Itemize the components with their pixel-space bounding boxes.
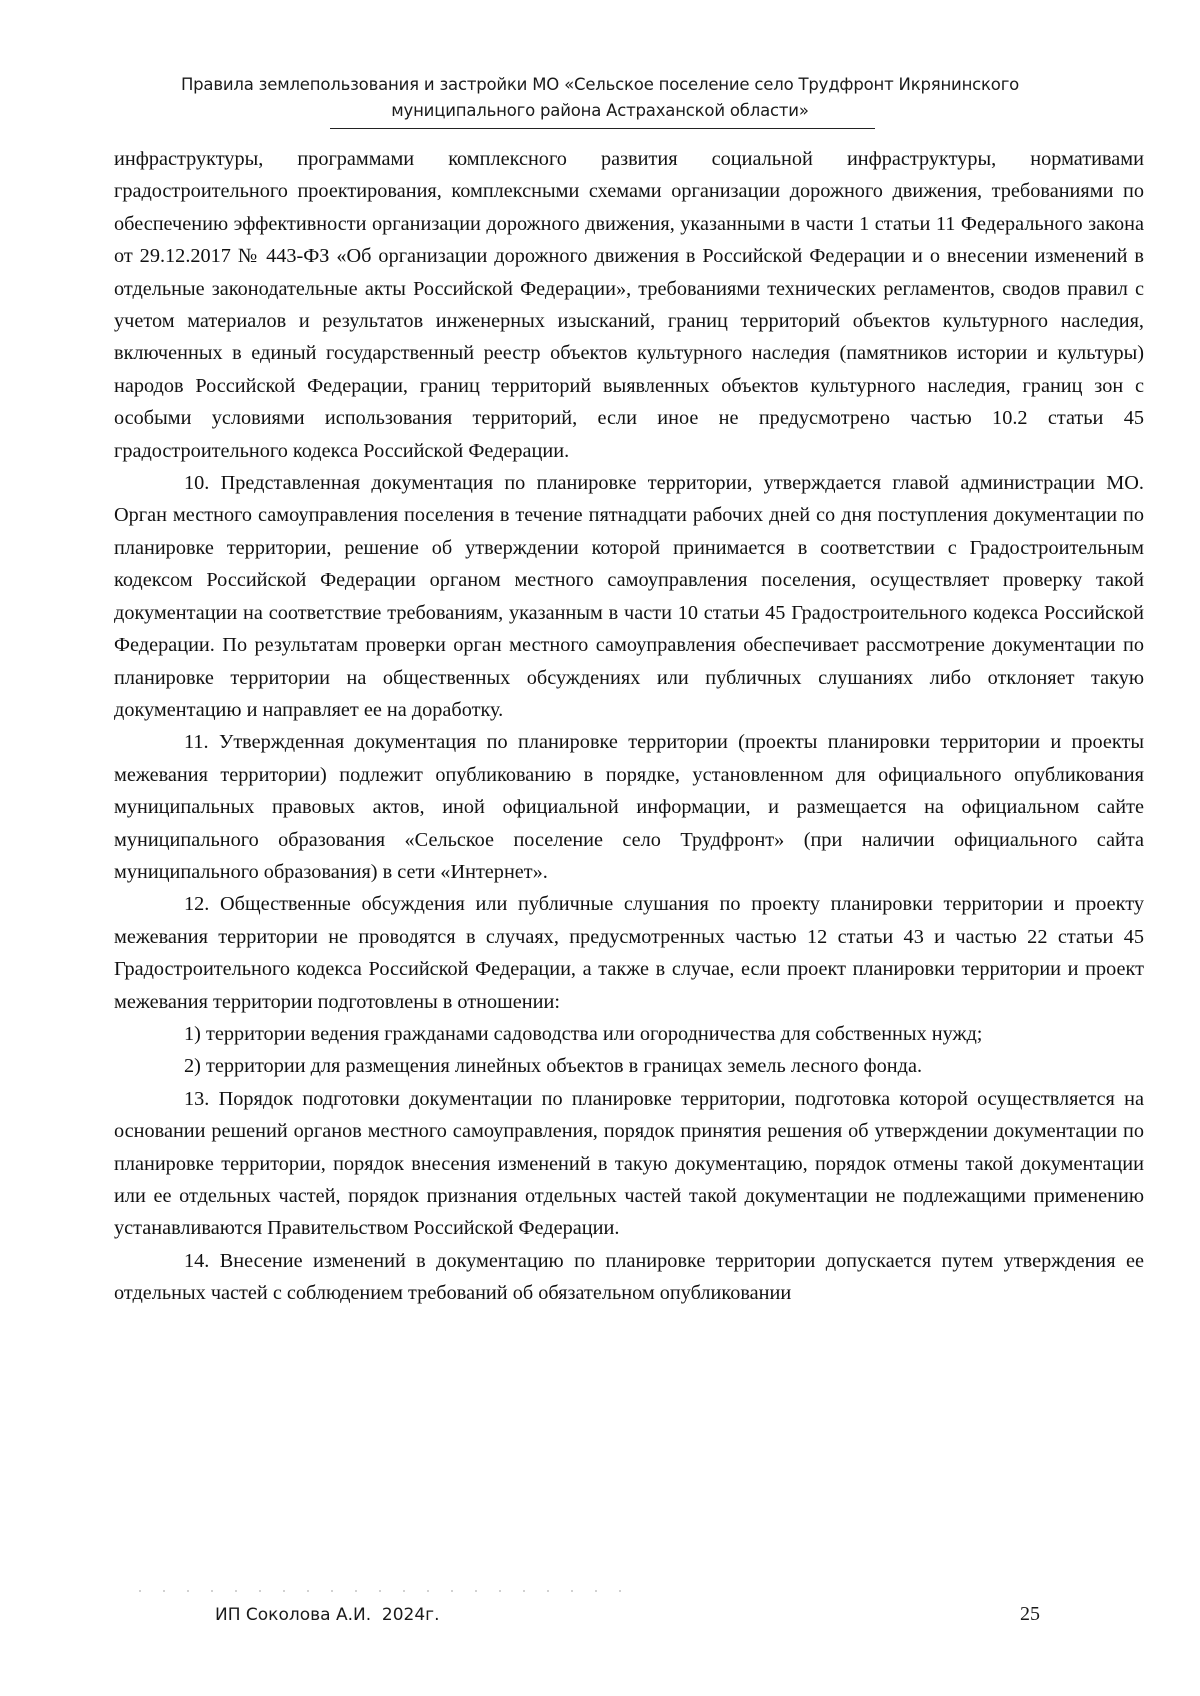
header-divider	[330, 128, 875, 129]
paragraph-continuation: инфраструктуры, программами комплексного развития социальной инфраструктуры, нормативами градостроительного проектирования, комплексными схемами организации дорожного движения, требованиями по обеспечению эффективности организации дорожного движения, указанными в части 1 статьи 11 Федерального закона от 29.12.2017 № 443-ФЗ «Об организации дорожного движения в Российской Федерации и о внесении изменений в отдельные законодательные акты Российской Федерации», требованиями технических регламентов, сводов правил с учетом материалов и результатов инженерных изысканий, границ территорий объектов культурного наследия, включенных в единый государственный реестр объектов культурного наследия (памятников истории и культуры) народов Российской Федерации, границ территорий выявленных объектов культурного наследия, границ зон с особыми условиями использования территорий, если иное не предусмотрено частью 10.2 статьи 45 градостроительного кодекса Российской Федерации.	[114, 148, 1144, 462]
footer-author: ИП Соколова А.И. 2024г.	[215, 1605, 440, 1625]
header-line-2: муниципального района Астраханской области»	[391, 101, 809, 120]
paragraph-13: 13. Порядок подготовки документации по планировке территории, подготовка которой осуществляется на основании решений органов местного самоуправления, порядок принятия решения об утверждении документации по планировке территории, порядок внесения изменений в такую документацию, порядок отмены такой документации или ее отдельных частей, порядок признания отдельных частей такой документации не подлежащими применению устанавливаются Правительством Российской Федерации.	[114, 1087, 1144, 1240]
list-item-1: 1) территории ведения гражданами садоводства или огородничества для собственных нужд;	[184, 1022, 983, 1045]
page-number: 25	[1020, 1603, 1040, 1625]
running-header	[150, 72, 1050, 124]
document-body	[114, 143, 1144, 1310]
paragraph-12: 12. Общественные обсуждения или публичные слушания по проекту планировки территории и проекту межевания территории не проводятся в случаях, предусмотренных частью 12 статьи 43 и частью 22 статьи 45 Градостроительного кодекса Российской Федерации, а также в случае, если проект планировки территории и проект межевания территории подготовлены в отношении:	[114, 893, 1144, 1013]
footer-dotted-rule	[128, 1590, 628, 1592]
list-item-2: 2) территории для размещения линейных объектов в границах земель лесного фонда.	[184, 1055, 923, 1078]
paragraph-10: 10. Представленная документация по планировке территории, утверждается главой администрации МО. Орган местного самоуправления поселения в течение пятнадцати рабочих дней со дня поступления документации по планировке территории, решение об утверждении которой принимается в соответствии с Градостроительным кодексом Российской Федерации органом местного самоуправления поселения, осуществляет проверку такой документации на соответствие требованиям, указанным в части 10 статьи 45 Градостроительного кодекса Российской Федерации. По результатам проверки орган местного самоуправления обеспечивает рассмотрение документации по планировке территории на общественных обсуждениях или публичных слушаниях либо отклоняет такую документацию и направляет ее на доработку.	[114, 472, 1144, 721]
header-line-1: Правила землепользования и застройки МО «Сельское поселение село Трудфронт Икрянинского	[180, 75, 1020, 94]
paragraph-11: 11. Утвержденная документация по планировке территории (проекты планировки территории и проекты межевания территории) подлежит опубликованию в порядке, установленном для официального опубликования муниципальных правовых актов, иной официальной информации, и размещается на официальном сайте муниципального образования «Сельское поселение село Трудфронт» (при наличии официального сайта муниципального образования) в сети «Интернет».	[114, 731, 1144, 883]
paragraph-14: 14. Внесение изменений в документацию по планировке территории допускается путем утверждения ее отдельных частей с соблюдением требований об обязательном опубликовании	[114, 1249, 1144, 1305]
